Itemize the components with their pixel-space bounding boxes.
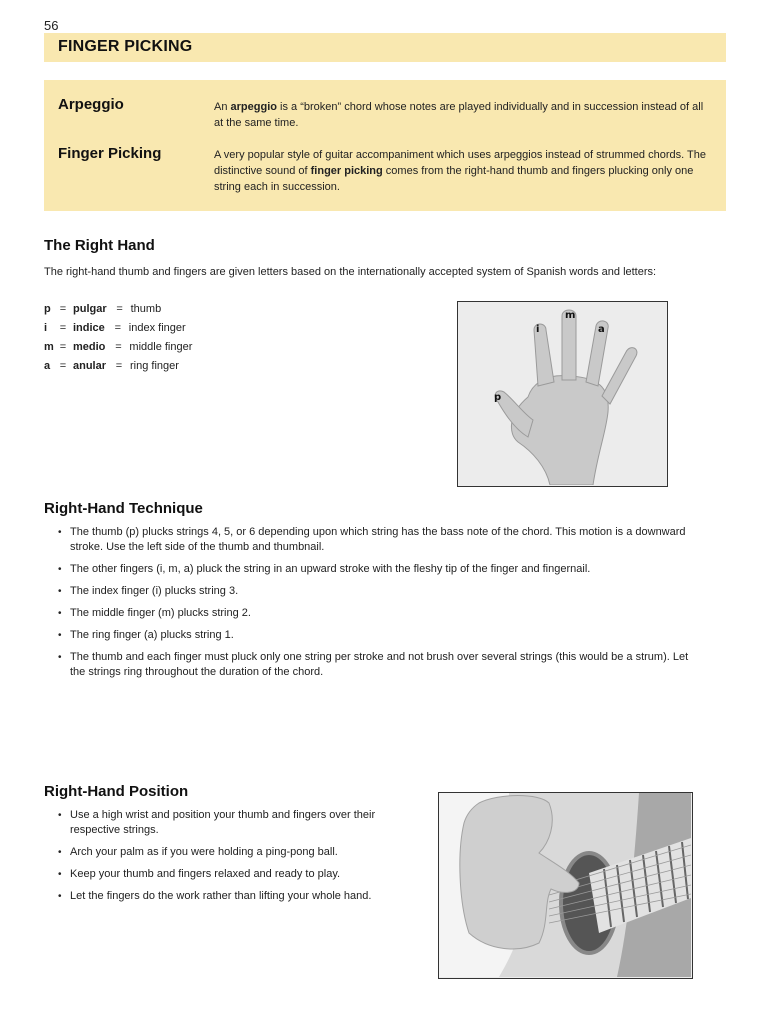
technique-heading: Right-Hand Technique [44,500,203,517]
position-bullet: • Let the fingers do the work rather than lifting your whole hand. [58,889,398,904]
definition-term-finger-picking: Finger Picking [58,145,162,162]
definition-text-part: is a “broken” chord whose notes are played individually and in succession instead of all at the same time. [214,101,704,129]
finger-letter: m [44,340,54,353]
english-word: index finger [128,321,186,334]
right-hand-heading: The Right Hand [44,237,155,254]
technique-bullet: • The index finger (i) plucks string 3. [58,584,698,599]
technique-bullet: • The thumb and each finger must pluck only one string per stroke and not brush over several strings (this would be a strum). Let the strings ring throughout the duration of the chord. [58,650,698,680]
guitar-photo [438,792,693,979]
hand-label-p: p [494,392,502,403]
definition-text-bold: arpeggio [230,101,277,113]
spanish-word: indice [73,321,105,334]
definition-text-bold: finger picking [310,165,383,177]
finger-letter-row [44,337,192,356]
finger-letter-row [44,299,192,318]
definition-text-part: An [214,101,231,113]
open-hand-illustration [458,302,666,485]
technique-bullet: • The middle finger (m) plucks string 2. [58,606,698,621]
guitar-hand-illustration [439,793,691,977]
equals-sign: = [114,321,122,334]
equals-sign: = [115,359,123,372]
definition-text-finger-picking [214,147,714,195]
finger-letter-row [44,356,192,375]
position-heading: Right-Hand Position [44,783,189,800]
spanish-word: anular [73,359,107,372]
english-word: middle finger [129,340,193,353]
hand-label-m: m [565,310,576,321]
equals-sign: = [59,321,67,334]
finger-letter: p [44,302,51,315]
definition-term-arpeggio: Arpeggio [58,96,124,113]
position-bullet: • Use a high wrist and position your thumb and fingers over their respective strings. [58,808,398,838]
hand-label-a: a [598,324,605,335]
right-hand-intro: The right-hand thumb and fingers are given letters based on the internationally accepted system of Spanish words and letters: [44,266,657,278]
technique-bullet: • The other fingers (i, m, a) pluck the string in an upward stroke with the fleshy tip of the finger and fingernail. [58,562,698,577]
definition-text-part: comes from the right-hand thumb and fingers plucking only one string each in succession. [214,165,694,193]
technique-bullet: • The ring finger (a) plucks string 1. [58,628,698,643]
english-word: ring finger [130,359,179,372]
technique-bullet: • The thumb (p) plucks strings 4, 5, or 6 depending upon which string has the bass note of the chord. This motion is a downward stroke. Use the left side of the thumb and thumbnail. [58,525,698,555]
spanish-word: pulgar [73,302,107,315]
technique-list [58,525,698,680]
spanish-word: medio [73,340,106,353]
title-bar [44,33,726,62]
finger-letter: a [44,359,51,372]
definitions-box [44,80,726,211]
definition-text-arpeggio [214,99,714,131]
finger-letter: i [44,321,48,334]
position-bullet: • Arch your palm as if you were holding a ping-pong ball. [58,845,398,860]
finger-letter-list [44,299,192,375]
position-bullet: • Keep your thumb and fingers relaxed and ready to play. [58,867,398,882]
equals-sign: = [59,302,67,315]
equals-sign: = [59,359,67,372]
page-title: FINGER PICKING [58,38,193,55]
hand-label-i: i [536,324,540,335]
english-word: thumb [130,302,162,315]
position-list [58,808,398,904]
finger-letter-row [44,318,192,337]
equals-sign: = [116,302,123,315]
hand-photo [457,301,668,487]
definition-text-part: A very popular style of guitar accompaniment which uses arpeggios instead of strummed chords. The distinctive sound of [214,149,706,177]
equals-sign: = [59,340,67,353]
equals-sign: = [115,340,122,353]
page-number: 56 [44,18,59,33]
